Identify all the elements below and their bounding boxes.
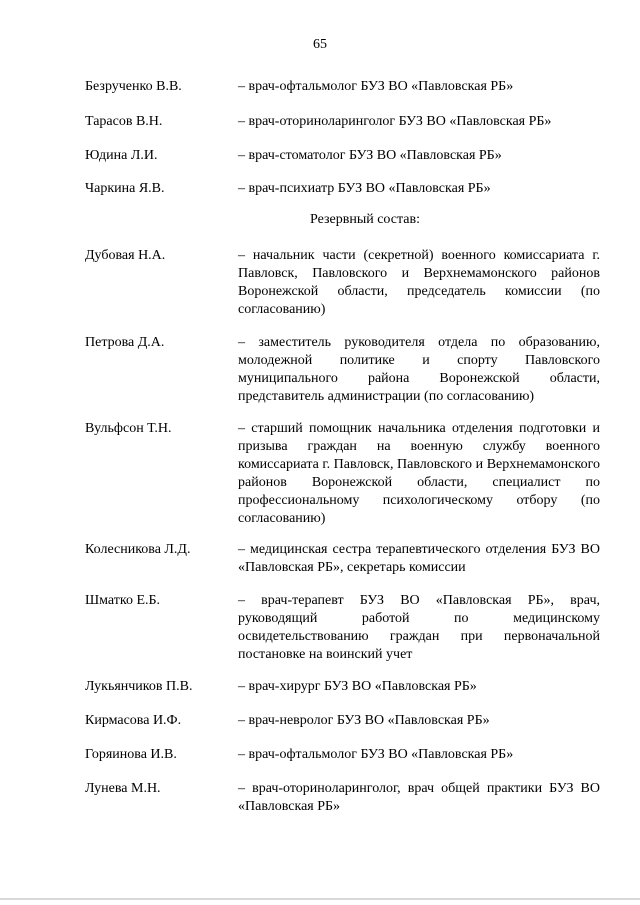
person-name: Тарасов В.Н. <box>85 114 163 129</box>
reserve-heading: Резервный состав: <box>309 212 420 227</box>
person-name: Юдина Л.И. <box>85 148 158 163</box>
person-role: – врач-хирург БУЗ ВО «Павловская РБ» <box>238 679 477 694</box>
person-role: – заместитель руководителя отдела по образованию, молодежной политике и спорту Павловского муниципального района Воронежской области, представитель администрации (по согласованию) <box>238 335 600 404</box>
person-role: – начальник части (секретной) военного комиссариата г. Павловск, Павловского и Верхнемамонского районов Воронежской области, председатель комиссии (по согласованию) <box>238 248 600 317</box>
person-name: Кирмасова И.Ф. <box>85 713 182 728</box>
person-name: Безрученко В.В. <box>85 79 182 94</box>
person-name: Шматко Е.Б. <box>85 593 161 608</box>
person-name: Дубовая Н.А. <box>85 248 166 263</box>
person-name: Петрова Д.А. <box>85 335 165 350</box>
person-role: – врач-стоматолог БУЗ ВО «Павловская РБ» <box>238 148 502 163</box>
person-role: – медицинская сестра терапевтического отделения БУЗ ВО «Павловская РБ», секретарь комиссии <box>238 542 600 575</box>
person-name: Колесникова Л.Д. <box>85 542 191 557</box>
person-role: – врач-оториноларинголог, врач общей практики БУЗ ВО «Павловская РБ» <box>238 781 600 814</box>
person-name: Лунева М.Н. <box>85 781 161 796</box>
person-name: Лукьянчиков П.В. <box>85 679 193 694</box>
person-role: – врач-невролог БУЗ ВО «Павловская РБ» <box>238 713 490 728</box>
person-role: – врач-оториноларинголог БУЗ ВО «Павловская РБ» <box>238 114 552 129</box>
page-number: 65 <box>313 37 327 52</box>
person-role: – врач-офтальмолог БУЗ ВО «Павловская РБ» <box>238 79 514 94</box>
page-bottom-edge <box>0 898 640 900</box>
person-role: – старший помощник начальника отделения подготовки и призыва граждан на военную службу военного комиссариата г. Павловск, Павловского и Верхнемамонского районов Воронежской области, специалист по профессиональному психологическому отбору (по согласованию) <box>238 421 600 526</box>
person-name: Чаркина Я.В. <box>85 181 165 196</box>
person-name: Вульфсон Т.Н. <box>85 421 172 436</box>
person-role: – врач-психиатр БУЗ ВО «Павловская РБ» <box>238 181 491 196</box>
person-name: Горяинова И.В. <box>85 747 177 762</box>
person-role: – врач-офтальмолог БУЗ ВО «Павловская РБ» <box>238 747 514 762</box>
person-role: – врач-терапевт БУЗ ВО «Павловская РБ», врач, руководящий работой по медицинскому освидетельствованию граждан при первоначальной постановке на воинский учет <box>238 593 600 662</box>
